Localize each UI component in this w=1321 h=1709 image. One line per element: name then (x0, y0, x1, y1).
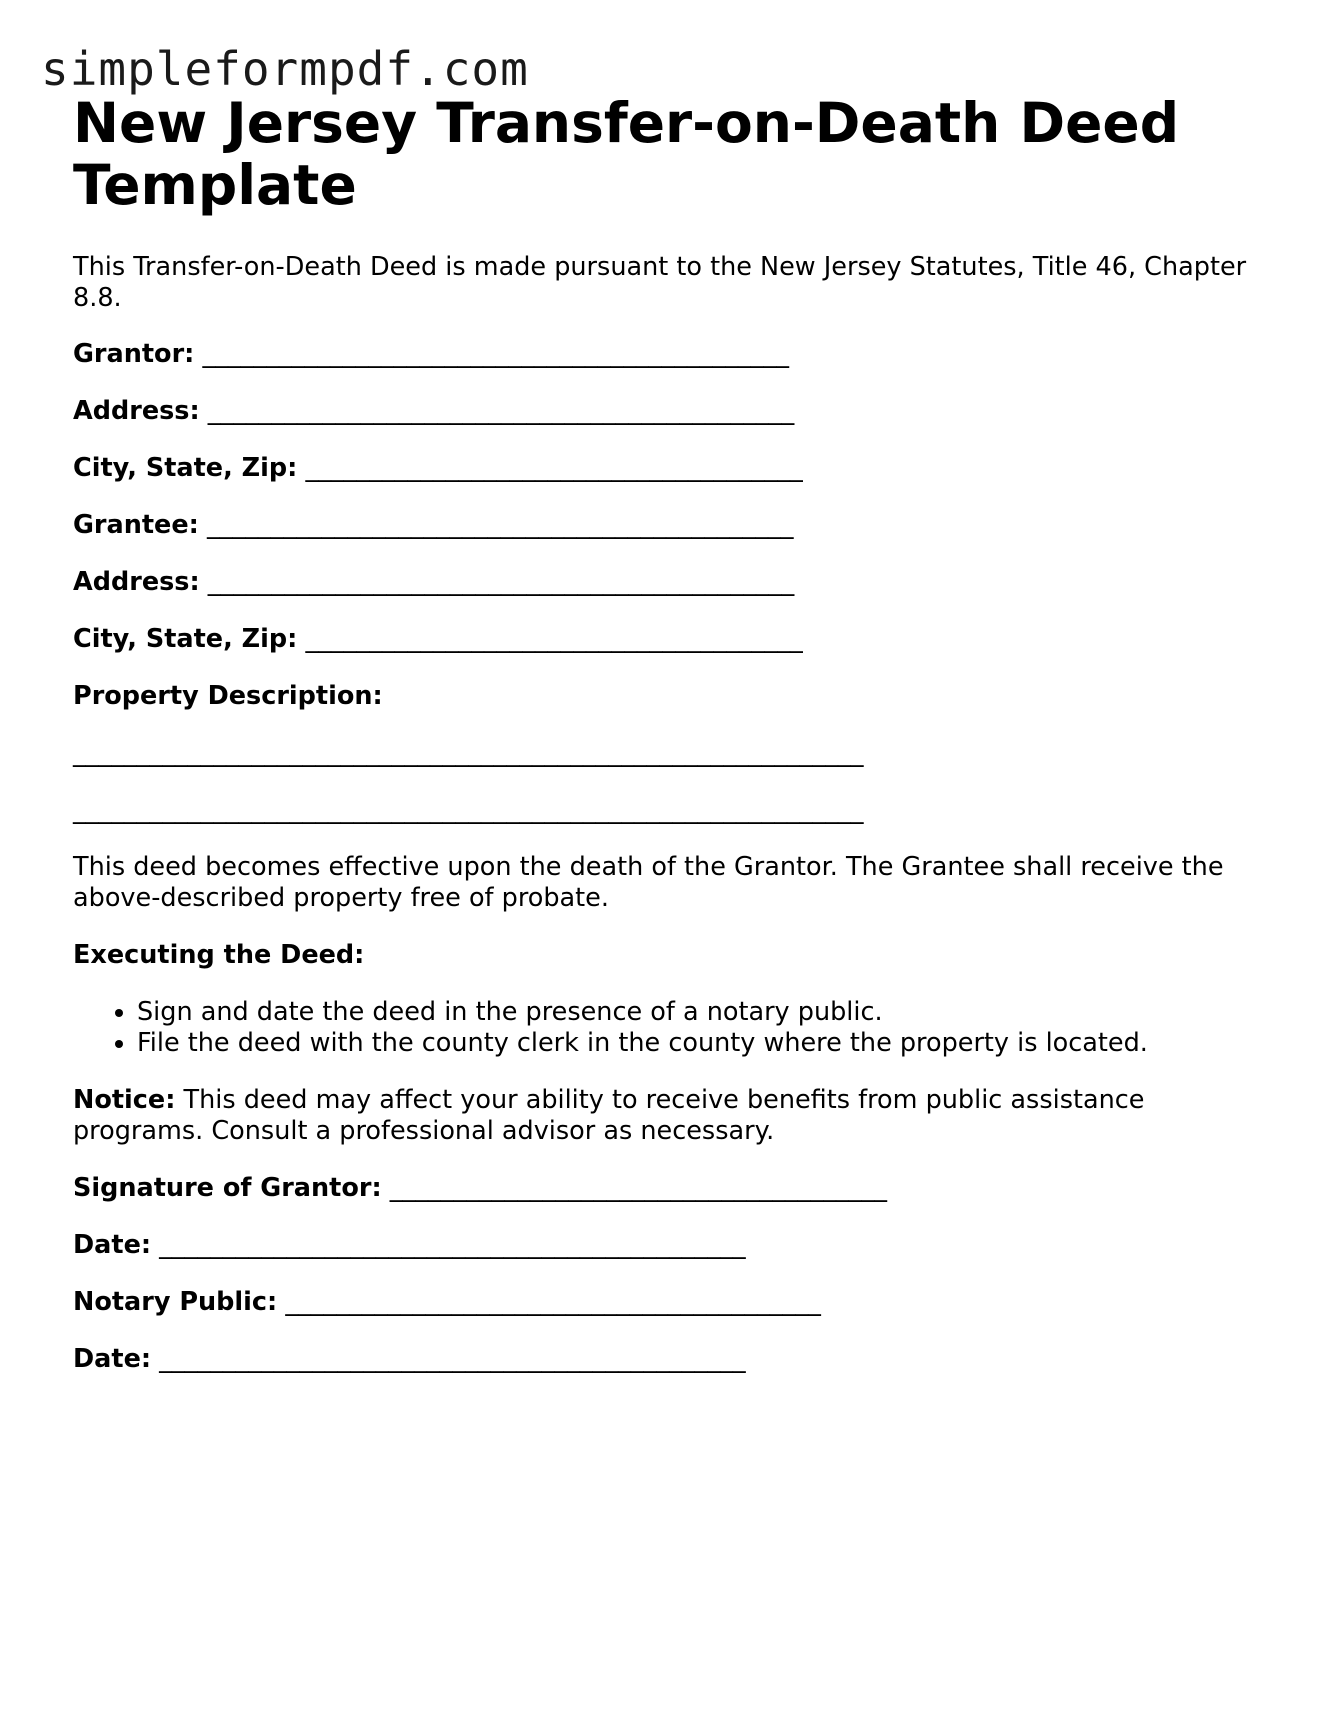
property-description-heading: Property Description: (73, 681, 383, 711)
field-blank[interactable]: _______________________________________ (305, 624, 803, 654)
field-label: Notary Public: (73, 1287, 278, 1317)
grantor-city-state-zip-field[interactable] (73, 453, 1253, 484)
notice-text (73, 1085, 1253, 1147)
field-blank[interactable]: ______________________________________________ (207, 567, 795, 597)
effective-text: This deed becomes effective upon the death of the Grantor. The Grantee shall receive the above-described property free of probate. (73, 852, 1224, 913)
field-blank[interactable]: ______________________________________________ (202, 339, 789, 369)
signature-fields (73, 1173, 1253, 1375)
grantor-address-field[interactable] (73, 396, 1253, 427)
executing-heading: Executing the Deed: (73, 940, 365, 970)
document (73, 92, 1253, 1401)
field-blank[interactable]: _______________________________________ (305, 453, 803, 483)
list-item: • File the deed with the county clerk in the county where the property is located. (137, 1028, 1253, 1059)
field-label: Address: (73, 567, 200, 597)
field-label: Date: (73, 1344, 152, 1374)
field-blank[interactable]: __________________________________________ (285, 1287, 821, 1317)
field-blank[interactable]: ______________________________________________ (206, 510, 794, 540)
property-description-line[interactable]: ______________________________________________________________ (73, 795, 864, 825)
grantee-city-state-zip-field[interactable] (73, 624, 1253, 655)
notary-public-field[interactable] (73, 1287, 1253, 1318)
grantor-date-field[interactable] (73, 1230, 1253, 1261)
grantor-field[interactable] (73, 339, 1253, 370)
field-label: Grantee: (73, 510, 199, 540)
executing-steps-list (73, 997, 1253, 1059)
field-label: City, State, Zip: (73, 624, 298, 654)
field-blank[interactable]: ______________________________________________ (159, 1230, 746, 1260)
field-label: Date: (73, 1230, 152, 1260)
grantee-field[interactable] (73, 510, 1253, 541)
field-label: Grantor: (73, 339, 195, 369)
field-blank[interactable]: ______________________________________________ (207, 396, 795, 426)
notice-label: Notice: (73, 1085, 176, 1115)
field-blank[interactable]: ______________________________________________ (159, 1344, 746, 1374)
intro-text: This Transfer-on-Death Deed is made pursuant to the New Jersey Statutes, Title 46, Chapter 8.8. (73, 252, 1247, 313)
field-blank[interactable]: _______________________________________ (389, 1173, 888, 1203)
field-label: City, State, Zip: (73, 453, 298, 483)
property-description-line[interactable]: ______________________________________________________________ (73, 738, 864, 768)
grantor-signature-field[interactable] (73, 1173, 1253, 1204)
watermark: simpleformpdf.com (41, 42, 529, 96)
party-fields (73, 339, 1253, 655)
list-item: • Sign and date the deed in the presence of a notary public. (137, 997, 1253, 1028)
field-label: Signature of Grantor: (73, 1173, 382, 1203)
grantee-address-field[interactable] (73, 567, 1253, 598)
notary-date-field[interactable] (73, 1344, 1253, 1375)
notice-body: This deed may affect your ability to receive benefits from public assistance programs. Consult a professional advisor as necessary. (73, 1085, 1145, 1146)
field-label: Address: (73, 396, 200, 426)
page-title: New Jersey Transfer-on-Death Deed Template (73, 91, 1180, 217)
